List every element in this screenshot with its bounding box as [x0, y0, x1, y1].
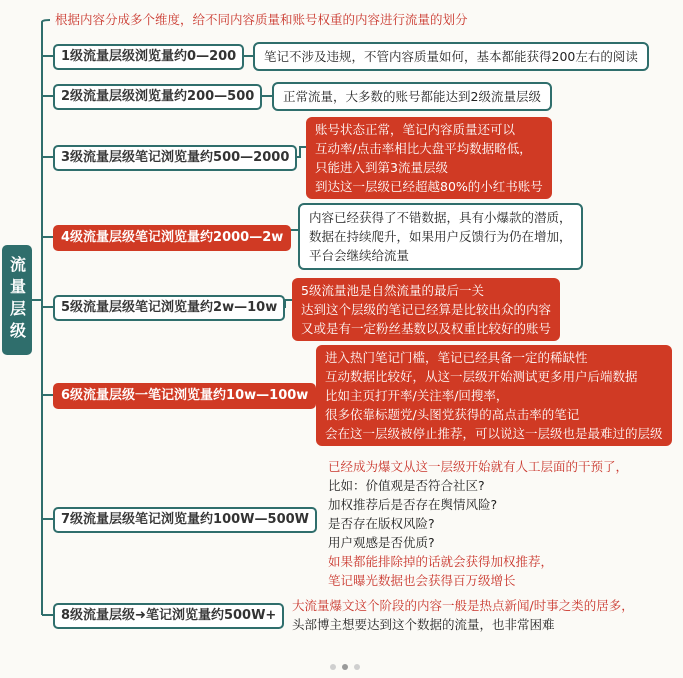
note-line: 如果都能排除掉的话就会获得加权推荐，	[328, 554, 554, 569]
page-dot[interactable]	[330, 664, 336, 670]
level-7-node: 7级流量层级笔记浏览量约100W—500W	[53, 507, 317, 533]
note-line: 达到这个层级的笔记已经算是比较出众的内容	[301, 302, 552, 317]
level-5-note	[292, 278, 560, 341]
root-node: 流量层级	[2, 245, 32, 355]
level-5-node: 5级流量层级笔记浏览量约2w—10w	[53, 295, 285, 321]
note-line: 已经成为爆文从这一层级开始就有人工层面的干预了，	[328, 459, 629, 474]
note-line: 互动率/点击率相比大盘平均数据略低，	[315, 141, 532, 156]
note-line: 比如主页打开率/关注率/回搜率，	[325, 388, 509, 403]
note-line: 又或是有一定粉丝基数以及权重比较好的账号	[301, 321, 552, 336]
level-6-node: 6级流量层级一笔记浏览量约10w—100w	[53, 383, 316, 409]
level-1-note	[253, 42, 649, 71]
note-line: 只能进入到第3流量层级	[315, 160, 448, 175]
note-line: 比如：价值观是否符合社区?	[328, 478, 485, 493]
intro-text: 根据内容分成多个维度，给不同内容质量和账号权重的内容进行流量的划分	[55, 12, 468, 27]
level-7-note	[328, 457, 628, 590]
note-line: 加权推荐后是否存在舆情风险?	[328, 497, 498, 512]
level-2-node: 2级流量层级浏览量约200—500	[53, 84, 262, 110]
note-line: 是否存在版权风险?	[328, 516, 435, 531]
level-2-note	[272, 82, 552, 111]
note-line: 账号状态正常，笔记内容质量还可以	[315, 122, 516, 137]
page-dot[interactable]	[354, 664, 360, 670]
note-line: 平台会继续给流量	[309, 248, 410, 263]
note-line: 5级流量池是自然流量的最后一关	[301, 283, 484, 298]
level-1-node: 1级流量层级浏览量约0—200	[53, 44, 244, 70]
level-4-node: 4级流量层级笔记浏览量约2000—2w	[53, 225, 291, 251]
note-line: 笔记曝光数据也会获得百万级增长	[328, 573, 516, 588]
note-line: 会在这一层级被停止推荐，可以说这一层级也是最难过的层级	[325, 426, 663, 441]
note-line: 正常流量，大多数的账号都能达到2级流量层级	[283, 89, 541, 104]
note-line: 进入热门笔记门槛，笔记已经具备一定的稀缺性	[325, 350, 588, 365]
level-4-note	[298, 203, 583, 270]
note-line: 到达这一层级已经超越80%的小红书账号	[315, 179, 543, 194]
note-line: 内容已经获得了不错数据，具有小爆款的潜质，	[309, 210, 572, 225]
level-8-node: 8级流量层级➜笔记浏览量约500W+	[53, 603, 284, 629]
note-line: 很多依靠标题党/头图党获得的高点击率的笔记	[325, 407, 580, 422]
page-indicator	[330, 664, 360, 670]
level-8-note	[292, 596, 634, 634]
level-6-note	[316, 345, 672, 446]
note-line: 互动数据比较好，从这一层级开始测试更多用户后端数据	[325, 369, 638, 384]
note-line: 大流量爆文这个阶段的内容一般是热点新闻/时事之类的居多，	[292, 598, 634, 613]
level-3-node: 3级流量层级笔记浏览量约500—2000	[53, 145, 297, 171]
page-dot-active[interactable]	[342, 664, 348, 670]
note-line: 笔记不涉及违规，不管内容质量如何，基本都能获得200左右的阅读	[264, 49, 638, 64]
note-line: 用户观感是否优质?	[328, 535, 435, 550]
note-line: 数据在持续爬升，如果用户反馈行为仍在增加，	[309, 229, 572, 244]
note-line: 头部博主想要达到这个数据的流量，也非常困难	[292, 617, 555, 632]
level-3-note	[306, 117, 552, 199]
